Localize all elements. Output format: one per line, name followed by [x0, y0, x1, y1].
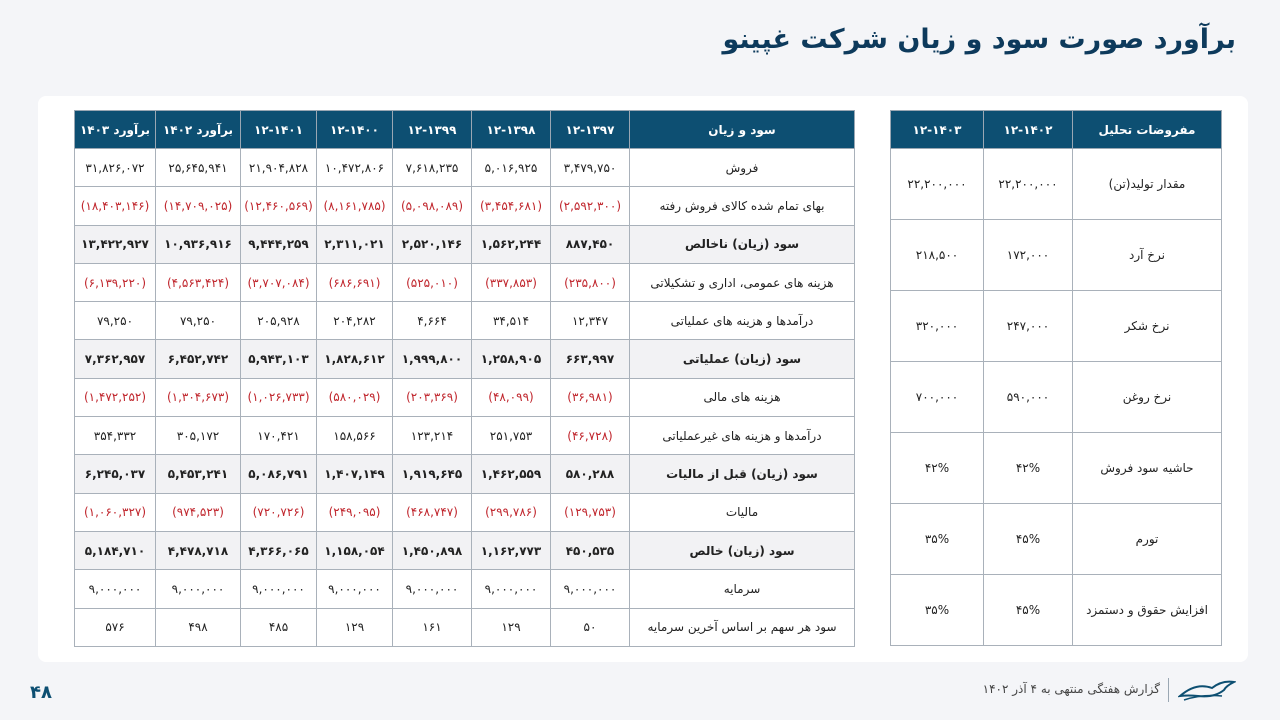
- table-cell: ۹,۴۴۴,۲۵۹: [241, 225, 317, 263]
- table-cell: (۵۸۰,۰۲۹): [317, 378, 393, 416]
- table-cell: (۶۸۶,۶۹۱): [317, 263, 393, 301]
- table-cell: ۷,۶۱۸,۲۳۵: [393, 149, 472, 187]
- table-cell: ۱,۴۰۷,۱۴۹: [317, 455, 393, 493]
- assumption-value: ۴۵%: [984, 504, 1073, 575]
- assumption-value: ۳۵%: [891, 504, 984, 575]
- assumption-label: تورم: [1073, 504, 1222, 575]
- table-row: [75, 493, 855, 531]
- page-title: برآورد صورت سود و زیان شرکت غپینو: [722, 24, 1236, 55]
- table-cell: ۴۸۵: [241, 608, 317, 646]
- bird-logo-icon: [1178, 676, 1236, 704]
- table-cell: ۴,۳۶۶,۰۶۵: [241, 531, 317, 569]
- table-cell: (۲,۵۹۲,۳۰۰): [551, 187, 630, 225]
- table-row: [75, 570, 855, 608]
- assumption-row: [891, 433, 1222, 504]
- table-cell: ۱۲۳,۲۱۴: [393, 417, 472, 455]
- table-cell: ۹,۰۰۰,۰۰۰: [551, 570, 630, 608]
- assumption-row: [891, 291, 1222, 362]
- table-cell: (۷۲۰,۷۲۶): [241, 493, 317, 531]
- table-cell: (۱,۰۶۰,۳۲۷): [75, 493, 156, 531]
- assumption-label: مقدار تولید(تن): [1073, 149, 1222, 220]
- table-cell: ۱۰,۹۳۶,۹۱۶: [156, 225, 241, 263]
- row-label: سود هر سهم بر اساس آخرین سرمایه: [630, 608, 855, 646]
- table-row: [75, 608, 855, 646]
- footer-divider: [1168, 678, 1169, 702]
- table-cell: (۹۷۴,۵۲۳): [156, 493, 241, 531]
- col-header-1397: ۱۲-۱۳۹۷: [551, 111, 630, 149]
- col-header-1398: ۱۲-۱۳۹۸: [472, 111, 551, 149]
- table-cell: ۱,۱۶۲,۷۷۳: [472, 531, 551, 569]
- footer-report-text: گزارش هفتگی منتهی به ۴ آذر ۱۴۰۲: [982, 682, 1160, 696]
- table-cell: ۵,۰۸۶,۷۹۱: [241, 455, 317, 493]
- assumption-label: نرخ آرد: [1073, 220, 1222, 291]
- table-cell: ۱,۵۶۲,۲۴۴: [472, 225, 551, 263]
- assumption-row: [891, 149, 1222, 220]
- assumption-value: ۲۲,۲۰۰,۰۰۰: [984, 149, 1073, 220]
- table-cell: ۱۲۹: [317, 608, 393, 646]
- assumption-value: ۴۲%: [984, 433, 1073, 504]
- row-label: سود (زیان) قبل از مالیات: [630, 455, 855, 493]
- table-row: [75, 263, 855, 301]
- table-cell: (۲۹۹,۷۸۶): [472, 493, 551, 531]
- table-row: [75, 378, 855, 416]
- assumption-value: ۲۲,۲۰۰,۰۰۰: [891, 149, 984, 220]
- table-cell: (۴۸,۰۹۹): [472, 378, 551, 416]
- table-cell: ۱,۸۲۸,۶۱۲: [317, 340, 393, 378]
- table-cell: ۵,۱۸۴,۷۱۰: [75, 531, 156, 569]
- table-cell: ۱۶۱: [393, 608, 472, 646]
- table-cell: ۲۵۱,۷۵۳: [472, 417, 551, 455]
- row-label: هزینه های مالی: [630, 378, 855, 416]
- assumption-value: ۱۷۲,۰۰۰: [984, 220, 1073, 291]
- assumption-row: [891, 575, 1222, 646]
- table-cell: ۱۲,۳۴۷: [551, 302, 630, 340]
- table-cell: (۵,۰۹۸,۰۸۹): [393, 187, 472, 225]
- table-cell: ۷۹,۲۵۰: [75, 302, 156, 340]
- table-cell: ۳۱,۸۲۶,۰۷۲: [75, 149, 156, 187]
- table-cell: (۱۸,۴۰۳,۱۴۶): [75, 187, 156, 225]
- table-cell: (۲۴۹,۰۹۵): [317, 493, 393, 531]
- row-label: فروش: [630, 149, 855, 187]
- table-cell: ۶,۴۵۲,۷۴۲: [156, 340, 241, 378]
- table-cell: ۳۴,۵۱۴: [472, 302, 551, 340]
- table-cell: ۳۰۵,۱۷۲: [156, 417, 241, 455]
- table-cell: ۹,۰۰۰,۰۰۰: [156, 570, 241, 608]
- col-header-1399: ۱۲-۱۳۹۹: [393, 111, 472, 149]
- assumption-value: ۴۵%: [984, 575, 1073, 646]
- assumption-label: افزایش حقوق و دستمزد: [1073, 575, 1222, 646]
- table-cell: ۲۵,۶۴۵,۹۴۱: [156, 149, 241, 187]
- table-cell: (۴۶,۷۲۸): [551, 417, 630, 455]
- table-cell: (۱۲۹,۷۵۳): [551, 493, 630, 531]
- table-cell: (۴۶۸,۷۴۷): [393, 493, 472, 531]
- table-cell: (۲۰۳,۳۶۹): [393, 378, 472, 416]
- assumption-row: [891, 504, 1222, 575]
- table-cell: ۹,۰۰۰,۰۰۰: [472, 570, 551, 608]
- table-cell: ۱,۹۱۹,۶۴۵: [393, 455, 472, 493]
- table-cell: ۵۷۶: [75, 608, 156, 646]
- table-cell: ۱۵۸,۵۶۶: [317, 417, 393, 455]
- table-cell: ۱,۴۶۲,۵۵۹: [472, 455, 551, 493]
- table-cell: ۹,۰۰۰,۰۰۰: [75, 570, 156, 608]
- table-cell: ۴,۶۶۴: [393, 302, 472, 340]
- table-cell: ۹,۰۰۰,۰۰۰: [393, 570, 472, 608]
- table-cell: (۱,۴۷۲,۲۵۲): [75, 378, 156, 416]
- assumption-value: ۳۲۰,۰۰۰: [891, 291, 984, 362]
- row-label: سرمایه: [630, 570, 855, 608]
- row-label: درآمدها و هزینه های عملیاتی: [630, 302, 855, 340]
- table-cell: ۶,۲۴۵,۰۳۷: [75, 455, 156, 493]
- table-row: [75, 187, 855, 225]
- assumption-value: ۴۲%: [891, 433, 984, 504]
- assumption-value: ۵۹۰,۰۰۰: [984, 362, 1073, 433]
- table-cell: ۱,۴۵۰,۸۹۸: [393, 531, 472, 569]
- table-cell: (۱۴,۷۰۹,۰۲۵): [156, 187, 241, 225]
- table-cell: (۲۳۵,۸۰۰): [551, 263, 630, 301]
- table-cell: (۱۲,۴۶۰,۵۶۹): [241, 187, 317, 225]
- table-cell: ۴,۴۷۸,۷۱۸: [156, 531, 241, 569]
- assumption-label: نرخ شکر: [1073, 291, 1222, 362]
- table-cell: ۲,۵۲۰,۱۴۶: [393, 225, 472, 263]
- table-row: [75, 340, 855, 378]
- table-cell: ۱۳,۴۲۲,۹۲۷: [75, 225, 156, 263]
- table-cell: (۸,۱۶۱,۷۸۵): [317, 187, 393, 225]
- row-label: سود (زیان) ناخالص: [630, 225, 855, 263]
- table-cell: (۱,۰۲۶,۷۳۳): [241, 378, 317, 416]
- assumptions-col-header-label: مفروضات تحلیل: [1073, 111, 1222, 149]
- table-cell: (۶,۱۳۹,۲۲۰): [75, 263, 156, 301]
- assumption-value: ۳۵%: [891, 575, 984, 646]
- assumptions-header-row: [891, 111, 1222, 149]
- table-cell: (۳۶,۹۸۱): [551, 378, 630, 416]
- table-cell: (۱,۳۰۴,۶۷۳): [156, 378, 241, 416]
- table-cell: ۱,۹۹۹,۸۰۰: [393, 340, 472, 378]
- table-cell: ۲۰۵,۹۲۸: [241, 302, 317, 340]
- table-row: [75, 302, 855, 340]
- table-cell: ۴۹۸: [156, 608, 241, 646]
- col-header-forecast-1403: برآورد ۱۴۰۳: [75, 111, 156, 149]
- table-cell: (۴,۵۶۳,۴۲۴): [156, 263, 241, 301]
- row-label: بهای تمام شده کالای فروش رفته: [630, 187, 855, 225]
- row-label: درآمدها و هزینه های غیرعملیاتی: [630, 417, 855, 455]
- table-cell: ۴۵۰,۵۳۵: [551, 531, 630, 569]
- col-header-1400: ۱۲-۱۴۰۰: [317, 111, 393, 149]
- assumption-label: نرخ روغن: [1073, 362, 1222, 433]
- table-cell: (۳,۷۰۷,۰۸۴): [241, 263, 317, 301]
- assumptions-table: [890, 110, 1222, 646]
- table-cell: (۳,۴۵۴,۶۸۱): [472, 187, 551, 225]
- assumptions-col-header-1403: ۱۲-۱۴۰۳: [891, 111, 984, 149]
- table-row: [75, 149, 855, 187]
- table-cell: ۱۲۹: [472, 608, 551, 646]
- assumption-value: ۲۱۸,۵۰۰: [891, 220, 984, 291]
- table-cell: ۳,۴۷۹,۷۵۰: [551, 149, 630, 187]
- table-cell: ۲,۳۱۱,۰۲۱: [317, 225, 393, 263]
- table-cell: ۷,۳۶۲,۹۵۷: [75, 340, 156, 378]
- table-cell: ۵,۰۱۶,۹۲۵: [472, 149, 551, 187]
- table-cell: ۵۰: [551, 608, 630, 646]
- col-header-label: سود و زیان: [630, 111, 855, 149]
- table-row: [75, 225, 855, 263]
- assumption-value: ۷۰۰,۰۰۰: [891, 362, 984, 433]
- row-label: سود (زیان) عملیاتی: [630, 340, 855, 378]
- table-cell: ۲۰۴,۲۸۲: [317, 302, 393, 340]
- assumption-label: حاشیه سود فروش: [1073, 433, 1222, 504]
- assumption-row: [891, 362, 1222, 433]
- table-cell: ۸۸۷,۴۵۰: [551, 225, 630, 263]
- table-cell: ۳۵۴,۳۳۲: [75, 417, 156, 455]
- page-number: ۴۸: [30, 682, 52, 703]
- table-cell: ۱,۲۵۸,۹۰۵: [472, 340, 551, 378]
- assumptions-col-header-1402: ۱۲-۱۴۰۲: [984, 111, 1073, 149]
- assumption-value: ۲۴۷,۰۰۰: [984, 291, 1073, 362]
- table-cell: ۹,۰۰۰,۰۰۰: [317, 570, 393, 608]
- table-cell: (۵۲۵,۰۱۰): [393, 263, 472, 301]
- table-cell: ۵۸۰,۲۸۸: [551, 455, 630, 493]
- table-cell: ۶۶۳,۹۹۷: [551, 340, 630, 378]
- col-header-1401: ۱۲-۱۴۰۱: [241, 111, 317, 149]
- table-cell: ۲۱,۹۰۴,۸۲۸: [241, 149, 317, 187]
- row-label: سود (زیان) خالص: [630, 531, 855, 569]
- table-row: [75, 531, 855, 569]
- table-cell: ۱۰,۴۷۲,۸۰۶: [317, 149, 393, 187]
- table-cell: ۱۷۰,۴۲۱: [241, 417, 317, 455]
- row-label: مالیات: [630, 493, 855, 531]
- table-cell: ۵,۹۴۳,۱۰۳: [241, 340, 317, 378]
- col-header-forecast-1402: برآورد ۱۴۰۲: [156, 111, 241, 149]
- table-row: [75, 455, 855, 493]
- assumption-row: [891, 220, 1222, 291]
- table-cell: ۷۹,۲۵۰: [156, 302, 241, 340]
- row-label: هزینه های عمومی، اداری و تشکیلاتی: [630, 263, 855, 301]
- table-cell: ۹,۰۰۰,۰۰۰: [241, 570, 317, 608]
- table-cell: (۳۳۷,۸۵۳): [472, 263, 551, 301]
- table-row: [75, 417, 855, 455]
- table-cell: ۵,۴۵۳,۲۴۱: [156, 455, 241, 493]
- income-statement-header-row: [75, 111, 855, 149]
- income-statement-table: [74, 110, 855, 647]
- table-cell: ۱,۱۵۸,۰۵۴: [317, 531, 393, 569]
